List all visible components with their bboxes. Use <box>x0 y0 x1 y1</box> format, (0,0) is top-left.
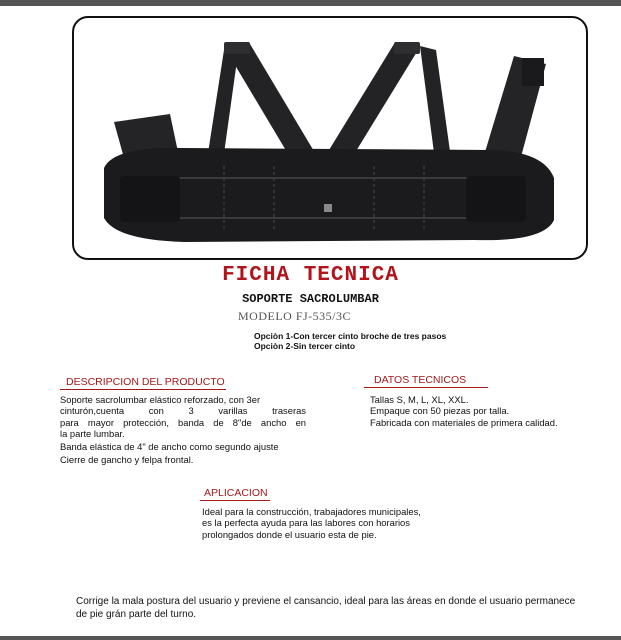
options-list <box>254 331 446 351</box>
model-number: MODELO FJ-535/3C <box>238 309 352 323</box>
descripcion-line: la parte lumbar. <box>60 427 125 439</box>
descripcion-line: Soporte sacrolumbar elástico reforzado, con 3er <box>60 394 261 405</box>
aplicacion-heading: APLICACION <box>204 487 268 499</box>
descripcion-heading: DESCRIPCION DEL PRODUCTO <box>66 376 225 388</box>
descripcion-underline <box>60 389 226 390</box>
descripcion-body <box>60 394 306 466</box>
product-photo-frame <box>72 16 588 260</box>
descripcion-line: cinturón,cuenta con 3 varillas traseras <box>60 405 306 417</box>
aplicacion-body <box>202 506 462 540</box>
option-1: Opciòn 1-Con tercer cinto broche de tres pasos <box>254 331 447 341</box>
descripcion-line: para mayor protección, banda de 8"de ancho en <box>60 416 306 428</box>
datos-fabricada: Fabricada con materiales de primera calidad. <box>370 416 558 428</box>
back-support-belt-image <box>74 18 586 258</box>
aplicacion-line: es la perfecta ayuda para las labores con horarios <box>202 517 410 529</box>
datos-tallas: Tallas S, M, L, XL, XXL. <box>370 394 469 405</box>
document-title: FICHA TECNICA <box>222 264 399 287</box>
datos-underline <box>364 387 488 388</box>
option-2: Opciòn 2-Sin tercer cinto <box>254 341 356 351</box>
datos-empaque: Empaque con 50 piezas por talla. <box>370 405 510 417</box>
aplicacion-line: prolongados donde el usuario esta de pie. <box>202 528 377 540</box>
bottom-border <box>0 636 621 640</box>
descripcion-closure: Cierre de gancho y felpa frontal. <box>60 454 194 466</box>
footer-note: Corrige la mala postura del usuario y previene el cansancio, ideal para las áreas en donde el usuario permanece de pie grán parte del turno. <box>76 596 576 620</box>
datos-heading: DATOS TECNICOS <box>374 374 467 386</box>
aplicacion-underline <box>200 500 270 501</box>
datos-body <box>364 394 568 428</box>
descripcion-elastic: Banda elástica de 4" de ancho como segundo ajuste <box>60 441 279 453</box>
document-subtitle: SOPORTE SACROLUMBAR <box>242 292 379 306</box>
aplicacion-line: Ideal para la construcción, trabajadores municipales, <box>202 506 421 517</box>
top-border <box>0 0 621 6</box>
